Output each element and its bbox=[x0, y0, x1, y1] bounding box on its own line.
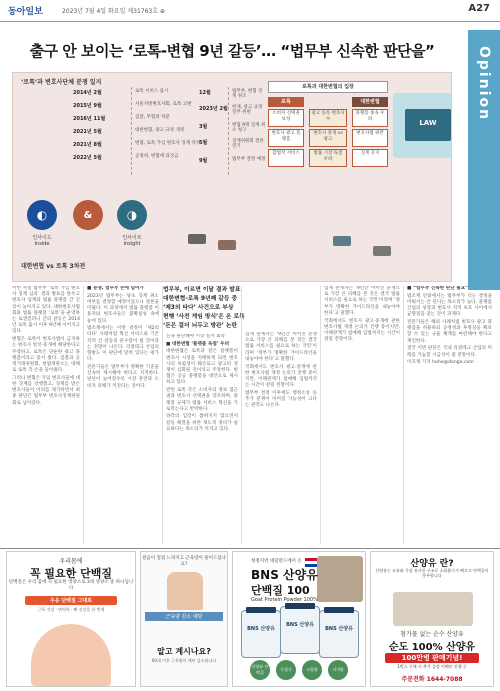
column-rule bbox=[83, 286, 84, 544]
goats-photo bbox=[317, 556, 363, 602]
column-rule bbox=[241, 286, 242, 544]
timeline-event: 법무부 결정 예정 bbox=[232, 157, 266, 162]
timeline-year: 2014년 2월 bbox=[73, 90, 102, 96]
car-icon bbox=[333, 236, 351, 246]
timeline-event: 검찰, 무혐의 처분 bbox=[135, 115, 170, 120]
timeline-year: 5월 bbox=[199, 140, 208, 146]
car-icon bbox=[218, 240, 236, 250]
law-illustration bbox=[393, 93, 452, 158]
infographic bbox=[12, 72, 452, 282]
article-column: 이번 사설 법무부 ‘로톡 가입 변호사 징계 심의’ 결과 발표를 앞두고 변호사 업계와 법률 플랫폼 간 긴장이 높아지고 있다. 대한변호사협회와 법률 플랫폼 ‘로톡’을 운영하는 로앤컴퍼니 간의 갈등은 2014년 로톡 출시 이후 9년째 이어지고 있다. 변협은 로톡이 변호사법이 금지하는 변호사 알선·중개에 해당한다고 주장하고, 로톡은 단순한 광고 플랫폼이라고 맞서 왔다. 검찰과 공정거래위원회, 헌법재판소는 대체로 로톡 측 손을 들어줬다. 그러나 변협은 가입 변호사들에 대한 징계를 강행했고, 징계를 받은 변호사들이 이의를 제기하면서 최종 판단은 법무부 변호사징계위원회로 넘어갔다. bbox=[12, 286, 80, 406]
infographic-caption: 대한변협 vs 로톡 3차전 bbox=[21, 263, 86, 270]
timeline-year: 2016년 11월 bbox=[73, 116, 106, 122]
timeline-year: 12월 bbox=[199, 90, 211, 96]
comparison-head-right: 대한변협 bbox=[352, 97, 388, 107]
comparison-item: 법률 시장 독점 우려 bbox=[309, 149, 347, 167]
feature-badge: 고함량 bbox=[302, 660, 322, 680]
feature-badge: 산양유 단백질 bbox=[250, 660, 270, 680]
ampersand-icon: & bbox=[73, 200, 103, 230]
timeline-event: 변협, 로톡 가입 변호사 징계 착수 bbox=[135, 141, 201, 146]
ad-muscle[interactable]: 걸음이 점점 느려지고 근육량이 줄어드셨나요? 근육량 감소 예방 알고 계시나요? 60대 이후 근육량이 매년 감소합니다 bbox=[140, 551, 228, 687]
timeline-event: 헌재, 광고 규정 일부 위헌 bbox=[232, 105, 263, 115]
comparison-item: 변호사법 위반 bbox=[352, 129, 388, 147]
product-jar: BNS 산양유 bbox=[280, 606, 320, 654]
article-column: 업계 관계자는 ‘9년간 이어진 분쟁으로 가장 큰 피해를 본 것은 결국 법률 서비스를 필요로 하는 국민’이라며 ‘정부가 명확한 가이드라인을 내놓아야 한다’고 말했다. 국회에서도 변호사 광고·중개에 관한 변호사법 개정 논의가 진행 중이지만, 이해관계가 첨예해 입법까지는 시간이 걸릴 전망이다. 법무부 결정 이후에도 행정소송 등 추가 분쟁이 이어질 가능성이 크다는 관측도 나온다. bbox=[245, 332, 317, 409]
badge-row bbox=[247, 660, 351, 680]
issue-date: 2023년 7월 4일 화요일 제31763호 ⊕ bbox=[62, 8, 165, 15]
opinion-label: Opinion bbox=[476, 46, 492, 122]
opinion-section-tab bbox=[468, 30, 500, 290]
timeline-event: 징계위원회 결론 연기 bbox=[232, 139, 264, 149]
comparison-item: 변호사 중개 vs 광고 bbox=[309, 129, 347, 147]
inside-figure-icon: ◐ bbox=[27, 200, 57, 230]
timeline-divider bbox=[131, 87, 132, 175]
comparison-item: 변호사 광고 플랫폼 bbox=[268, 129, 304, 147]
timeline-title: ‘로톡’과 변호사단체 분쟁 일지 bbox=[21, 79, 102, 86]
goat-photo bbox=[393, 592, 473, 626]
timeline-year: 2015년 9월 bbox=[73, 103, 102, 109]
feature-badge: 무첨가 bbox=[276, 660, 296, 680]
newspaper-logo: 동아일보 bbox=[8, 7, 43, 17]
comparison-item: 광고 등록 변호사 수 bbox=[309, 109, 347, 127]
pull-quote: 법무부, 이르면 이달 결과 발표 대한변협-로톡 9년째 갈등 중 ‘제3의 타다’ 사건으로 부상 현행 ‘사전 게임 방식’은 온 로톡 ‘돈은 걸더 뇌두고 방관’ 논란 bbox=[163, 287, 245, 329]
comparison-item: 합법적 서비스 bbox=[268, 149, 304, 167]
article-column: 신속 판단해야 시장 질서 회복 ■ 대한변협 ‘플랫폼 독점’ 우려 대한변협은 로톡과 같은 플랫폼이 변호사 시장을 지배하게 되면 변호사의 독립성이 훼손되고 광고비 경쟁이 심화될 것이라고 주장한다. 변협은 공공 플랫폼을 대안으로 제시하고 있다. 반면 로톡 측은 소비자의 정보 접근권과 변호사 선택권을 강조하며, 플랫폼 규제가 법률 서비스 혁신을 가로막는다고 반박한다. 양측의 입장이 좁혀지지 않으면서 갈등 해결을 위한 제도적 정비가 필요하다는 목소리가 커지고 있다. bbox=[166, 334, 238, 432]
column-rule bbox=[403, 286, 404, 544]
timeline-event: 공정위, 변협에 과징금 bbox=[135, 154, 179, 159]
page-number: A27 bbox=[468, 3, 490, 14]
insight-figure-icon: ◑ bbox=[117, 200, 147, 230]
timeline-year: 2023년 2월 bbox=[199, 106, 228, 112]
order-phone[interactable]: 주문전화 1644-7088 bbox=[401, 676, 463, 683]
timeline-event: 법무부, 변협 징계 취소 bbox=[232, 89, 263, 99]
comparison-item: 징계 유지 bbox=[352, 149, 388, 167]
car-icon bbox=[373, 246, 391, 256]
article-column: ■ “법무부 신속한 판단 필요” 법조계 안팎에서는 법무부가 더는 결정을 미뤄서는 안 된다는 목소리가 높다. 플랫폼 산업의 성장과 변호사 직역 보호 사이에서 균형점을 찾는 것이 과제다. 전문가들은 해외 사례처럼 변호사 광고 플랫폼을 허용하되 공정성과 투명성을 확보할 수 있는 규율 체계를 마련해야 한다고 제언한다. 결국 이번 판단은 국내 리걸테크 산업의 미래를 가늠할 시금석이 될 전망이다. 이호재 기자 hoho@donga.com bbox=[407, 286, 492, 366]
article-column: ■ 분쟁, 법무부 손에 넘어가 2023년 법무부는 당초 징계 취소 여부를 결정할 예정이었으나 결론을 미뤘다. 이 과정에서 법률 플랫폼 이용자와 변호사들은 불확실성 속에 놓여 있다. 법조계에서는 이번 결정이 ‘제2의 타다’ 사태처럼 혁신 서비스와 기존 직역 간 갈등의 분수령이 될 것이라는 전망이 나온다. 리걸테크 산업의 향방도 이 판단에 달려 있다는 평가다. 전문가들은 법무부가 명확한 기준을 신속히 제시해야 한다고 지적한다. 판단이 늦어질수록 시장 혼란과 소비자 피해가 커진다는 것이다. bbox=[87, 286, 159, 389]
timeline-divider bbox=[228, 87, 229, 175]
timeline-event: 변협 9명 징계 취소 청구 bbox=[232, 123, 266, 133]
timeline-year: 2022년 5월 bbox=[73, 155, 102, 161]
column-rule bbox=[320, 286, 321, 544]
legs-illustration-icon bbox=[167, 572, 203, 610]
comparison-item: 플랫폼 종속 우려 bbox=[352, 109, 388, 127]
law-book-icon: LAW bbox=[405, 109, 451, 141]
body-illustration-icon bbox=[31, 624, 111, 686]
product-jar: BNS 산양유 bbox=[319, 610, 359, 658]
ad-goat-milk-product[interactable]: 청정지역 네덜란드에서 온 BNS 산양유 단백질 100 Goat Protein Powder 100% BNS 산양유 BNS 산양유 BNS 산양유 산양유 단백질 무첨가 고함량 저지방 bbox=[232, 551, 366, 687]
comparison-head-left: 로톡 bbox=[268, 97, 304, 107]
ad-protein[interactable]: 우리몸에 꼭 필요한 단백질 단백질은 우리 몸에 꼭 필요한 영양소로 3대 영양소 중 하나입니다 우유 단백질 그대로 근육 건강 · 면역력 · 뼈 건강을 한 번에 bbox=[6, 551, 136, 687]
timeline-year: 2021년 5월 bbox=[73, 129, 102, 135]
timeline-event: 대한변협, 광고 규정 개정 bbox=[135, 128, 185, 133]
timeline-event: 로톡 서비스 출시 bbox=[135, 89, 169, 94]
byline: 이호재 기자 hoho@donga.com bbox=[407, 360, 474, 366]
car-icon bbox=[188, 234, 206, 244]
page-headline: 출구 안 보이는 ‘로톡-변협 9년 갈등’… “법무부 신속한 판단을” bbox=[29, 41, 435, 60]
masthead bbox=[0, 0, 500, 22]
feature-badge: 저지방 bbox=[328, 660, 348, 680]
timeline-year: 3월 bbox=[199, 124, 208, 130]
figure-label: 인사이드 Inside bbox=[32, 235, 52, 247]
timeline-year: 2021년 8월 bbox=[73, 142, 102, 148]
product-jar: BNS 산양유 bbox=[241, 610, 281, 658]
timeline-year: 9월 bbox=[199, 158, 208, 164]
figure-label: 인사이트 Insight bbox=[122, 235, 142, 247]
ad-goat-milk-sale[interactable]: 산양유 란? 산양유는 모유와 가장 유사한 구조로 소화흡수가 빠르고 단백질이 풍부합니다 첨가물 없는 순수 산양유 순도 100% 산양유 100만병 판매기념! 1박스 구매 시 추가 증정 이벤트 진행 중 주문전화 1644-7088 bbox=[370, 551, 494, 687]
timeline-event: 서울지방변호사회, 로톡 고발 bbox=[135, 102, 192, 107]
comparison-title: 로톡과 대한변협의 입장 bbox=[268, 81, 388, 93]
comparison-item: 소비자 선택권 보장 bbox=[268, 109, 304, 127]
article-column: 업계 관계자는 ‘9년간 이어진 분쟁으로 가장 큰 피해를 본 것은 결국 법률 서비스를 필요로 하는 국민’이라며 ‘정부가 명확한 가이드라인을 내놓아야 한다’고 말했다. 국회에서도 변호사 광고·중개에 관한 변호사법 개정 논의가 진행 중이지만, 이해관계가 첨예해 입법까지는 시간이 걸릴 전망이다. bbox=[324, 286, 400, 343]
